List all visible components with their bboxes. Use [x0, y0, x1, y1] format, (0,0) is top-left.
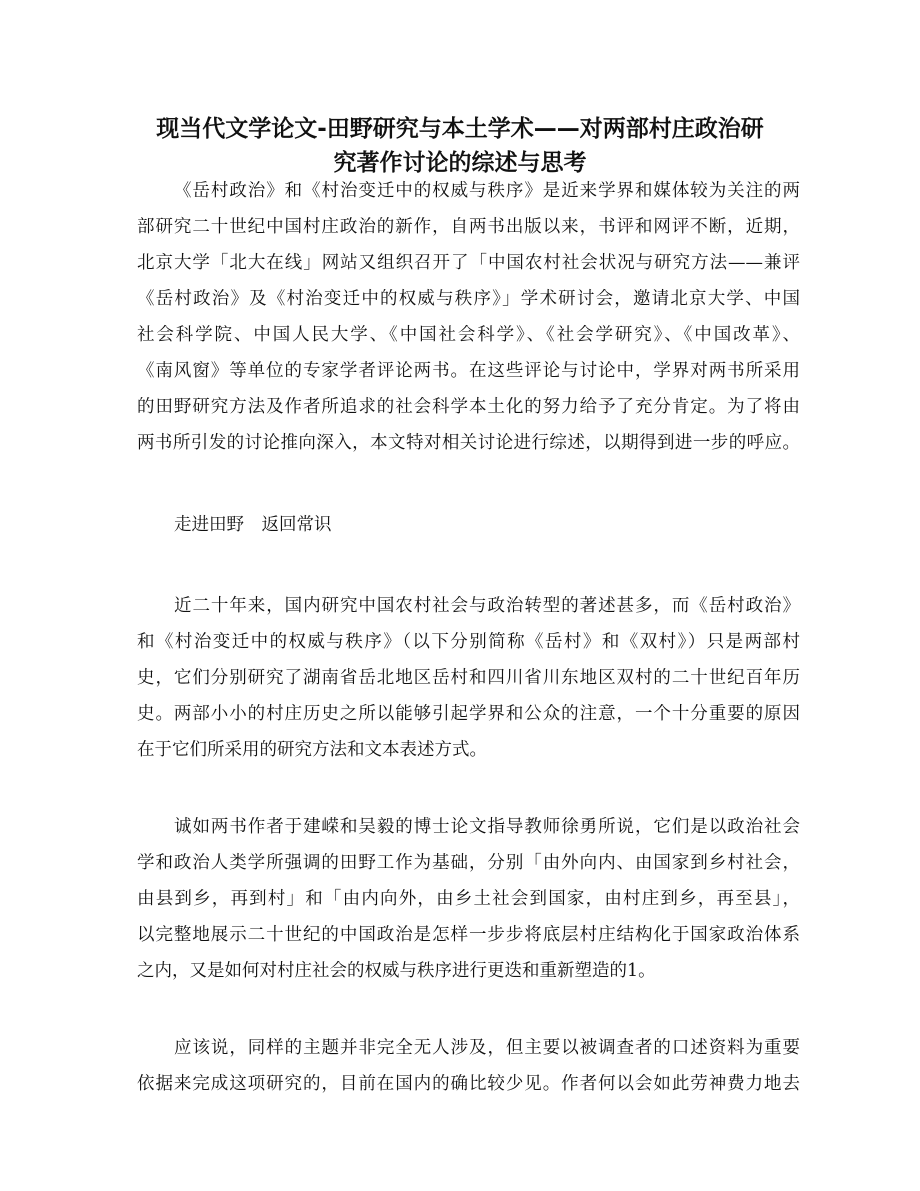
paragraph-2-line: 史，它们分别研究了湖南省岳北地区岳村和四川省川东地区双村的二十世纪百年历 [137, 668, 800, 688]
document-title-line-1: 现当代文学论文-田野研究与本土学术——对两部村庄政治研 [156, 116, 764, 142]
paragraph-3-line: 以完整地展示二十世纪的中国政治是怎样一步步将底层村庄结构化于国家政治体系 [137, 925, 800, 945]
paragraph-4-line: 依据来完成这项研究的，目前在国内的确比较少见。作者何以会如此劳神费力地去 [137, 1074, 800, 1094]
paragraph-1-line: 两书所引发的讨论推向深入，本文特对相关讨论进行综述，以期得到进一步的呼应。 [137, 433, 800, 453]
paragraph-3-line: 诚如两书作者于建嵘和吴毅的博士论文指导教师徐勇所说，它们是以政治社会 [174, 817, 800, 837]
paragraph-1-line: 《岳村政治》及《村治变迁中的权威与秩序》」学术研讨会，邀请北京大学、中国 [137, 289, 800, 309]
paragraph-1-line: 《岳村政治》和《村治变迁中的权威与秩序》是近来学界和媒体较为关注的两 [174, 181, 800, 201]
paragraph-3-line: 学和政治人类学所强调的田野工作为基础，分别「由外向内、由国家到乡村社会， [137, 853, 800, 873]
paragraph-3-line: 由县到乡，再到村」和「由内向外，由乡土社会到国家，由村庄到乡，再至县」， [137, 889, 800, 909]
paragraph-2-line: 和《村治变迁中的权威与秩序》（以下分别简称《岳村》和《双村》）只是两部村 [137, 632, 800, 652]
paragraph-1-line: 北京大学「北大在线」网站又组织召开了「中国农村社会状况与研究方法——兼评 [137, 253, 800, 273]
paragraph-2-line: 在于它们所采用的研究方法和文本表述方式。 [137, 740, 487, 760]
section-heading: 走进田野 返回常识 [174, 515, 332, 535]
paragraph-4-line: 应该说，同样的主题并非完全无人涉及，但主要以被调查者的口述资料为重要 [174, 1038, 800, 1058]
paragraph-1-line: 部研究二十世纪中国村庄政治的新作，自两书出版以来，书评和网评不断，近期， [137, 217, 800, 237]
paragraph-1-line: 《南风窗》等单位的专家学者评论两书。在这些评论与讨论中，学界对两书所采用 [137, 361, 800, 381]
paragraph-1-line: 的田野研究方法及作者所追求的社会科学本土化的努力给予了充分肯定。为了将由 [137, 397, 800, 417]
paragraph-3-line: 之内，又是如何对村庄社会的权威与秩序进行更迭和重新塑造的1。 [137, 961, 656, 981]
document-title-line-2: 究著作讨论的综述与思考 [333, 150, 587, 176]
paragraph-2-line: 近二十年来，国内研究中国农村社会与政治转型的著述甚多，而《岳村政治》 [174, 596, 800, 616]
paragraph-1-line: 社会科学院、中国人民大学、《中国社会科学》、《社会学研究》、《中国改革》、 [137, 325, 800, 345]
paragraph-2-line: 史。两部小小的村庄历史之所以能够引起学界和公众的注意，一个十分重要的原因 [137, 704, 800, 724]
